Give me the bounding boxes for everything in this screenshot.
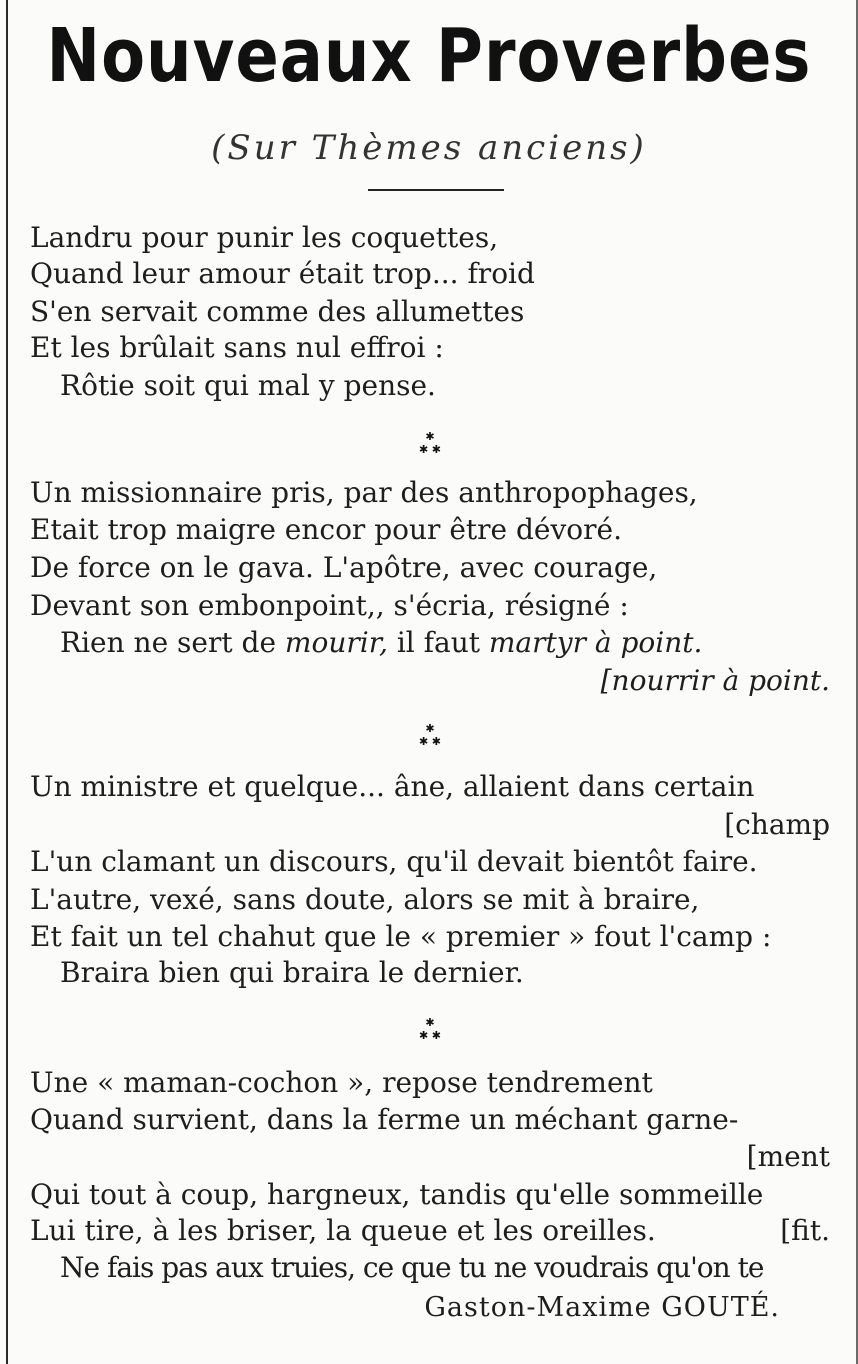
poem-subtitle: (Sur Thèmes anciens) bbox=[211, 128, 647, 168]
stanza2-line5-mid: il faut bbox=[387, 626, 489, 659]
left-column-rule bbox=[6, 0, 8, 1364]
stanza1-line4: Et les brûlait sans nul effroi : bbox=[30, 331, 444, 364]
stanza2-line5 bbox=[60, 626, 702, 660]
stanza3-line5: Et fait un tel chahut que le « premier » fout l'camp : bbox=[30, 920, 772, 953]
stanza2-line1: Un missionnaire pris, par des anthropophages, bbox=[30, 476, 698, 509]
stanza4-line4: Qui tout à coup, hargneux, tandis qu'elle sommeille bbox=[30, 1178, 764, 1211]
stanza-separator-1: ✱ ✱ ✱ bbox=[419, 430, 441, 456]
stanza3-line2: [champ bbox=[724, 808, 830, 841]
stanza3-line4: L'autre, vexé, sans doute, alors se mit à braire, bbox=[30, 883, 700, 916]
stanza2-line3: De force on le gava. L'apôtre, avec courage, bbox=[30, 551, 658, 584]
stanza4-line5: Lui tire, à les briser, la queue et les oreilles. bbox=[30, 1214, 656, 1247]
stanza1-line5: Rôtie soit qui mal y pense. bbox=[60, 369, 436, 402]
stanza4-line3: [ment bbox=[746, 1140, 830, 1173]
stanza2-line4: Devant son embonpoint,, s'écria, résigné : bbox=[30, 589, 629, 622]
stanza2-line6: [nourrir à point. bbox=[600, 664, 830, 697]
stanza4-line5-end: [fit. bbox=[780, 1214, 830, 1247]
stanza4-line2: Quand survient, dans la ferme un méchant garne- bbox=[30, 1103, 739, 1136]
stanza2-line5-italic1: mourir, bbox=[284, 626, 388, 659]
stanza2-line5-italic2: martyr à point. bbox=[488, 626, 703, 659]
title-divider bbox=[368, 189, 504, 191]
stanza-separator-2: ✱ ✱ ✱ bbox=[419, 722, 441, 748]
stanza1-line3: S'en servait comme des allumettes bbox=[30, 295, 525, 328]
stanza-separator-3: ✱ ✱ ✱ bbox=[419, 1016, 441, 1042]
stanza1-line2: Quand leur amour était trop... froid bbox=[30, 257, 535, 290]
stanza2-line5-start: Rien ne sert de bbox=[60, 626, 285, 659]
author-signature: Gaston-Maxime GOUTÉ. bbox=[424, 1292, 780, 1323]
poem-title: Nouveaux Proverbes bbox=[46, 14, 812, 100]
stanza4-line1: Une « maman-cochon », repose tendrement bbox=[30, 1066, 653, 1099]
stanza1-line1: Landru pour punir les coquettes, bbox=[30, 221, 499, 254]
stanza4-line6: Ne fais pas aux truies, ce que tu ne voudrais qu'on te bbox=[60, 1251, 764, 1284]
stanza2-line2: Etait trop maigre encor pour être dévoré. bbox=[30, 513, 623, 546]
stanza3-line3: L'un clamant un discours, qu'il devait bientôt faire. bbox=[30, 845, 758, 878]
stanza3-line1: Un ministre et quelque... âne, allaient dans certain bbox=[30, 770, 755, 803]
stanza3-line6: Braira bien qui braira le dernier. bbox=[60, 956, 524, 989]
